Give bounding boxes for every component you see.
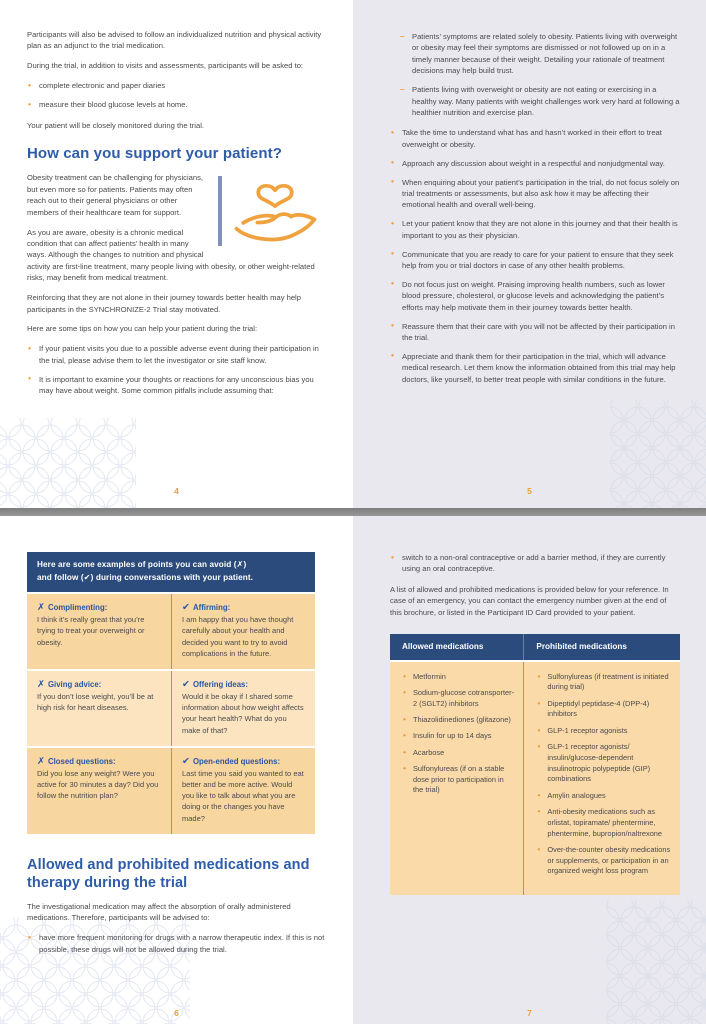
x-mark-icon: ✗ xyxy=(37,755,45,767)
cell-label xyxy=(37,679,162,691)
conversation-examples-table xyxy=(27,552,315,834)
follow-cell xyxy=(171,671,315,746)
list-item: • When enquiring about your patient’s participation in the trial, do not focus solely on trial treatments or assessments, but also ask how it may be affecting their emotional health and overall well-being. xyxy=(390,177,680,211)
page-number: 7 xyxy=(527,1008,532,1018)
page-6 xyxy=(0,516,353,1024)
allowed-medications-cell xyxy=(390,662,523,895)
prohibited-header: Prohibited medications xyxy=(523,634,680,660)
cell-text: I am happy that you have thought carefully about your health and decided you want to try to avoid complications in the future. xyxy=(182,615,294,658)
list-item: • Insulin for up to 14 days xyxy=(402,731,515,742)
page-number: 5 xyxy=(527,486,532,496)
cell-text: Did you lose any weight? Were you active for 30 minutes a day? Did you follow the nutrition plan? xyxy=(37,768,159,801)
list-item: • Dipeptidyl peptidase-4 (DPP-4) inhibitors xyxy=(536,699,672,721)
support-illustration xyxy=(218,174,330,252)
list-item: • have more frequent monitoring for drugs with a narrow therapeutic index. If this is not possible, these drugs will not be allowed during the trial. xyxy=(27,932,330,955)
cell-label xyxy=(37,756,162,768)
cell-label-text: Offering ideas: xyxy=(192,680,248,689)
check-mark-icon: ✔ xyxy=(182,755,190,767)
spread-divider xyxy=(0,508,706,516)
x-mark-icon: ✗ xyxy=(37,679,45,690)
list-item: • Thiazolidinediones (glitazone) xyxy=(402,715,515,726)
divider-bar xyxy=(218,176,222,246)
cell-label xyxy=(182,679,306,691)
section-heading-medications: Allowed and prohibited medications and therapy during the trial xyxy=(27,856,310,891)
bullet-list xyxy=(536,672,672,878)
page-4 xyxy=(0,0,353,508)
cell-text: Last time you said you wanted to eat better and be more active. Would you like to talk about what you are doing or the changes you have made? xyxy=(182,768,304,823)
table-header xyxy=(390,634,680,660)
list-item: • Do not focus just on weight. Praising improving health numbers, such as lower blood pressure, cholesterol, or glucose levels and acknowledging the patient’s efforts may help motivate them in their journey towards better health. xyxy=(390,279,680,313)
spread-pages-6-7 xyxy=(0,516,706,1024)
paragraph: Obesity treatment can be challenging for physicians, but even more so for patients. Patients may often reach out to their general physicians or other members of their healthcare team for support. xyxy=(27,173,204,217)
check-mark-icon: ✔ xyxy=(182,602,190,614)
paragraph: Here are some tips on how you can help your patient during the trial: xyxy=(27,324,258,334)
page-7 xyxy=(353,516,706,1024)
list-item: • Amylin analogues xyxy=(536,791,672,802)
cell-label-text: Complimenting: xyxy=(47,603,108,613)
table-header-line: and follow (✔) during conversations with your patient. xyxy=(37,572,254,582)
list-item: • Sodium-glucose cotransporter-2 (SGLT2) inhibitors xyxy=(402,688,515,710)
table-header xyxy=(27,552,315,592)
list-item: • switch to a non-oral contraceptive or add a barrier method, if they are currently using an oral contraceptive. xyxy=(390,552,680,575)
bullet-list xyxy=(27,932,330,955)
list-item: • Approach any discussion about weight in a respectful and nonjudgmental way. xyxy=(390,158,680,169)
x-mark-icon: ✗ xyxy=(37,602,45,614)
list-item: • Sulfonylureas (if on a stable dose prior to participation in the trial) xyxy=(402,764,515,796)
list-item: • GLP-1 receptor agonists/ insulin/glucose-dependent insulinotropic polypeptide (GIP) combinations xyxy=(536,742,672,785)
list-item: • Appreciate and thank them for their participation in the trial, which will advance medical research. Let them know the information obtained from this trial may help doctors, like yourself, to better treat people with similar conditions in the future. xyxy=(390,351,680,385)
avoid-cell xyxy=(27,748,171,834)
table-row xyxy=(27,746,315,834)
cell-text: Would it be okay if I shared some information about how weight affects your heart health? What do you make of that? xyxy=(182,692,304,735)
cell-label-text: Affirming: xyxy=(192,603,231,613)
paragraph: Reinforcing that they are not alone in their journey towards better health may help participants in the SYNCHRONIZE-2 Trial stay motivated. xyxy=(27,293,301,314)
section-heading-support: How can you support your patient? xyxy=(27,144,282,162)
list-item: • Over-the-counter obesity medications or supplements, or participation in an organized weight loss program xyxy=(536,845,672,877)
list-item: • If your patient visits you due to a possible adverse event during their participation in the trial, please advise them to let the investigator or site staff know. xyxy=(27,343,330,366)
table-body xyxy=(390,660,680,895)
list-item: • measure their blood glucose levels at home. xyxy=(27,99,330,110)
page-number: 6 xyxy=(174,1008,179,1018)
allowed-header: Allowed medications xyxy=(402,642,484,652)
table-row xyxy=(27,669,315,746)
avoid-cell xyxy=(27,671,171,746)
bullet-list xyxy=(390,552,680,575)
list-item: • Sulfonylureas (if treatment is initiated during trial) xyxy=(536,672,672,694)
cell-label-text: Closed questions: xyxy=(47,756,116,766)
list-item: • complete electronic and paper diaries xyxy=(27,80,330,91)
corner-ring-pattern xyxy=(606,900,706,1024)
check-mark-icon: ✔ xyxy=(182,679,190,690)
paragraph: During the trial, in addition to visits and assessments, participants will be asked to: xyxy=(27,61,304,71)
cell-label xyxy=(182,756,306,768)
list-item: • Acarbose xyxy=(402,748,515,759)
follow-cell xyxy=(171,748,315,834)
medications-table xyxy=(390,634,680,895)
table-row xyxy=(27,592,315,669)
list-item: • Anti-obesity medications such as orlistat, topiramate/ phentermine, phentermine, bupropion/naltrexone xyxy=(536,807,672,839)
list-item: • It is important to examine your thoughts or reactions for any unconscious bias you may have about weight. Some common pitfalls include assuming that: xyxy=(27,374,330,397)
list-item: • Reassure them that their care with you will not be affected by their participation in the trial. xyxy=(390,321,680,344)
avoid-cell xyxy=(27,594,171,669)
table-header-line: Here are some examples of points you can avoid (✗) xyxy=(37,560,247,569)
heart-in-hand-icon xyxy=(233,176,317,248)
bullet-list xyxy=(27,343,330,396)
list-item: • Metformin xyxy=(402,672,515,683)
cell-text: If you don’t lose weight, you’ll be at high risk for heart diseases. xyxy=(37,692,154,713)
cell-label xyxy=(37,602,162,614)
list-item: – Patients’ symptoms are related solely to obesity. Patients living with overweight or obesity may feel their symptoms are dismissed or not followed up on in a timely manner because of their weight. Detailing your rationale of treatment decisions may help build trust. xyxy=(400,31,680,77)
cell-text: I think it’s really great that you’re trying to treat your overweight or obesity. xyxy=(37,615,145,647)
list-item: • Communicate that you are ready to care for your patient to ensure that they seek help from you or trial doctors in case of any other health problems. xyxy=(390,249,680,272)
list-item: – Patients living with overweight or obesity are not eating or exercising in a healthy way. Many patients with weight challenges work very hard at following a healthier nutrition and exercise plan. xyxy=(400,84,680,118)
paragraph: As you are aware, obesity is a chronic medical condition that can affect patients’ health in many ways. Although the changes to nutrition and physical activity are first-line treatment, many people living with obesity, or other weight-related risks, may benefit from medical treatment. xyxy=(27,227,315,283)
spread-pages-4-5 xyxy=(0,0,706,508)
list-item: • Take the time to understand what has and hasn’t worked in their effort to treat overweight or obesity. xyxy=(390,127,680,150)
bullet-list xyxy=(402,672,515,797)
follow-cell xyxy=(171,594,315,669)
prohibited-medications-cell xyxy=(523,662,680,895)
bullet-list xyxy=(27,80,330,110)
page-number: 4 xyxy=(174,486,179,496)
sub-bullet-list xyxy=(400,31,680,118)
paragraph: A list of allowed and prohibited medications is provided below for your reference. In case of an emergency, you can contact the emergency number given at the end of this brochure, or listed in the Participant ID Card provided to your patient. xyxy=(390,584,669,617)
paragraph: Participants will also be advised to follow an individualized nutrition and physical activity plan as an adjunct to the trial medication. xyxy=(27,30,322,51)
bullet-list xyxy=(390,127,680,385)
page-5 xyxy=(353,0,706,508)
list-item: • GLP-1 receptor agonists xyxy=(536,726,672,737)
list-item: • Let your patient know that they are not alone in this journey and that their health is important to you as their physician. xyxy=(390,218,680,241)
paragraph: Your patient will be closely monitored during the trial. xyxy=(27,120,205,130)
paragraph: The investigational medication may affect the absorption of orally administered medications. Therefore, participants will be advised to: xyxy=(27,901,291,923)
cell-label xyxy=(182,602,306,614)
cell-label-text: Giving advice: xyxy=(47,680,102,689)
cell-label-text: Open-ended questions: xyxy=(192,756,281,766)
